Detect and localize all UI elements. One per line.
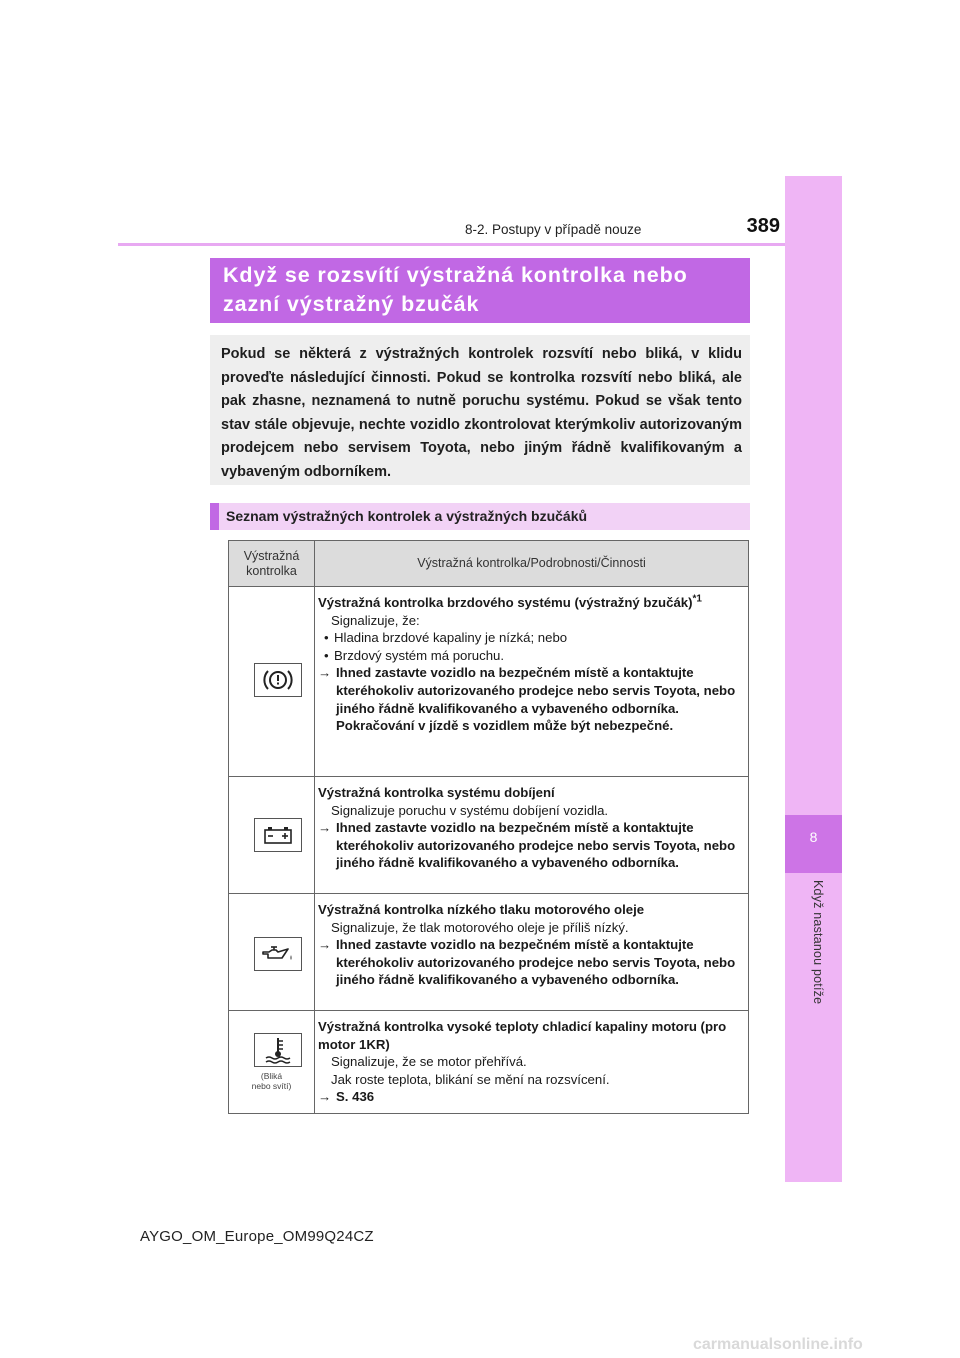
subsection-accent bbox=[210, 503, 219, 530]
brake-warning-icon bbox=[254, 663, 302, 697]
table-row bbox=[229, 776, 748, 893]
row-3-action: → Ihned zastavte vozidlo na bezpečném místě a kontaktujte kteréhokoliv autorizovaného prodejce nebo servis Toyota, nebo jiného řádně kvalifikovaného a vybaveného odborníka. bbox=[318, 937, 736, 988]
row-1-signal: Signalizuje, že: bbox=[331, 612, 420, 628]
chapter-number: 8 bbox=[809, 829, 818, 845]
row-4-action[interactable]: → S. 436 bbox=[318, 1089, 375, 1105]
header-cell-indicator: Výstražná kontrolka bbox=[229, 541, 315, 586]
icon-caption-line-1: (Bliká bbox=[260, 1071, 283, 1081]
row-1-title: Výstražná kontrolka brzdového systému (výstražný bzučák)$^{*1}$ bbox=[318, 593, 702, 610]
table-row bbox=[229, 586, 748, 776]
title-line-2: zazní výstražný bzučák bbox=[223, 292, 480, 316]
arrow-right-icon: → bbox=[318, 820, 332, 836]
row-4-signal-2: Jak roste teplota, blikání se mění na rozsvícení. bbox=[331, 1071, 610, 1087]
warning-table bbox=[228, 540, 749, 1114]
arrow-right-icon: → bbox=[318, 937, 332, 953]
oil-can-icon bbox=[254, 937, 302, 971]
table-header-row bbox=[229, 541, 748, 586]
icon-caption-line-2: nebo svítí) bbox=[251, 1081, 292, 1091]
header-rule bbox=[118, 243, 785, 246]
coolant-temperature-icon bbox=[254, 1033, 302, 1067]
row-4-title: Výstražná kontrolka vysoké teploty chladicí kapaliny motoru (pro motor 1KR) bbox=[318, 1019, 727, 1052]
arrow-right-icon: → bbox=[318, 1089, 332, 1105]
document-code: AYGO_OM_Europe_OM99Q24CZ bbox=[140, 1228, 374, 1245]
row-3-signal: Signalizuje, že tlak motorového oleje je příliš nízký. bbox=[331, 919, 629, 935]
intro-text: Pokud se některá z výstražných kontrolek rozsvítí nebo bliká, v klidu proveďte následující činnosti. Pokud se kontrolka rozsvítí nebo bliká, ale pak zhasne, neznamená to nutně poruchu systému. Pokud se však tento stav stále objevuje, nechte vozidlo zkontrolovat kterýmkoliv autorizovaným prodejcem nebo servisem Toyota, nebo jiným řádně kvalifikovaným a vybaveným odborníkem. bbox=[221, 346, 742, 480]
page-number: 389 bbox=[746, 215, 780, 237]
watermark: carmanualsonline.info bbox=[693, 1336, 863, 1353]
arrow-right-icon: → bbox=[318, 665, 332, 681]
table-row bbox=[229, 893, 748, 1010]
intro-box bbox=[210, 335, 750, 485]
title-banner bbox=[210, 258, 750, 323]
table-row bbox=[229, 1010, 748, 1113]
chapter-side-strip bbox=[785, 176, 842, 1182]
chapter-label: Když nastanou potíže bbox=[811, 880, 825, 1005]
row-3-title: Výstražná kontrolka nízkého tlaku motorového oleje bbox=[318, 902, 645, 917]
row-2-title: Výstražná kontrolka systému dobíjení bbox=[318, 785, 555, 800]
row-4-signal: Signalizuje, že se motor přehřívá. bbox=[331, 1054, 527, 1070]
subsection-title: Seznam výstražných kontrolek a výstražných bzučáků bbox=[226, 508, 588, 524]
list-item: • Hladina brzdové kapaliny je nízká; nebo bbox=[324, 630, 568, 646]
footnote-mark: *1 bbox=[692, 593, 702, 605]
battery-icon bbox=[254, 818, 302, 852]
row-2-signal: Signalizuje poruchu v systému dobíjení vozidla. bbox=[331, 802, 609, 818]
row-1-action: → Ihned zastavte vozidlo na bezpečném místě a kontaktujte kteréhokoliv autorizovaného prodejce nebo servis Toyota, nebo jiného řádně kvalifikovaného a vybaveného odborníka. Pokračování v jízdě s vozidlem může být nebezpečné. bbox=[318, 665, 736, 734]
title-line-1: Když se rozsvítí výstražná kontrolka nebo bbox=[223, 263, 688, 287]
row-2-action: → Ihned zastavte vozidlo na bezpečném místě a kontaktujte kteréhokoliv autorizovaného prodejce nebo servis Toyota, nebo jiného řádně kvalifikovaného a vybaveného odborníka. bbox=[318, 820, 736, 871]
list-item: • Brzdový systém má poruchu. bbox=[324, 647, 505, 663]
section-heading: 8-2. Postupy v případě nouze bbox=[465, 222, 642, 237]
header-cell-details: Výstražná kontrolka/Podrobnosti/Činnosti bbox=[417, 556, 646, 570]
